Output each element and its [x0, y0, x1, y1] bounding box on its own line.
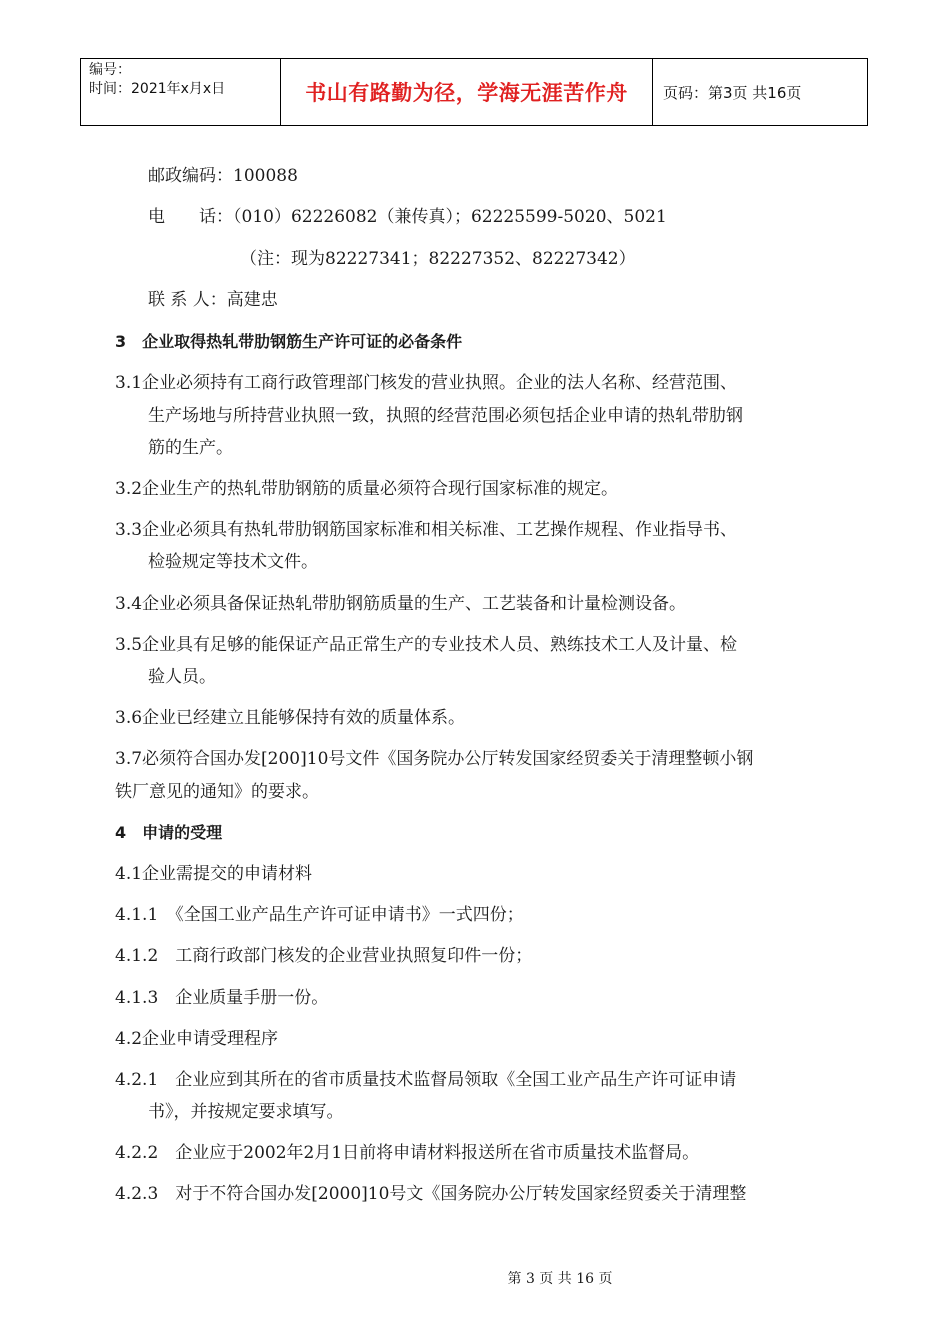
clause-4-1: 4.1企业需提交的申请材料 [115, 864, 313, 884]
document-number-label: 编号： [89, 62, 131, 78]
page-footer: 第 3 页 共 16 页 [507, 1271, 613, 1287]
contact-person: 联 系 人：高建忠 [148, 290, 278, 310]
clause-4-1-3: 4.1.3 企业质量手册一份。 [115, 988, 329, 1008]
header-page-info: 页码：第3页 共16页 [663, 83, 802, 102]
clause-3-5: 3.5企业具有足够的能保证产品正常生产的专业技术人员、熟练技术工人及计量、检 [115, 635, 738, 655]
section-4-heading: 4 申请的受理 [115, 823, 223, 842]
postal-code: 邮政编码：100088 [148, 166, 298, 186]
clause-3-7-cont: 铁厂意见的通知》的要求。 [115, 782, 319, 802]
clause-4-2: 4.2企业申请受理程序 [115, 1029, 279, 1049]
clause-3-2: 3.2企业生产的热轧带肋钢筋的质量必须符合现行国家标准的规定。 [115, 479, 619, 499]
page-header [80, 58, 868, 126]
clause-4-1-2: 4.1.2 工商行政部门核发的企业营业执照复印件一份； [115, 946, 533, 966]
section-3-heading: 3 企业取得热轧带肋钢筋生产许可证的必备条件 [115, 332, 463, 351]
header-meta [81, 59, 281, 125]
clause-4-1-1: 4.1.1 《全国工业产品生产许可证申请书》一式四份； [115, 905, 524, 925]
clause-3-1-cont-2: 筋的生产。 [148, 438, 233, 458]
clause-3-6: 3.6企业已经建立且能够保持有效的质量体系。 [115, 708, 466, 728]
clause-3-1-cont-1: 生产场地与所持营业执照一致，执照的经营范围必须包括企业申请的热轧带肋钢 [148, 406, 743, 426]
clause-4-2-2: 4.2.2 企业应于2002年2月1日前将申请材料报送所在省市质量技术监督局。 [115, 1143, 700, 1163]
phone-numbers: 电 话：（010）62226082（兼传真）；62225599-5020、5021 [148, 207, 667, 227]
clause-3-1: 3.1企业必须持有工商行政管理部门核发的营业执照。企业的法人名称、经营范围、 [115, 373, 738, 393]
clause-4-2-1-cont: 书》，并按规定要求填写。 [148, 1102, 344, 1122]
clause-3-3-cont: 检验规定等技术文件。 [148, 552, 318, 572]
clause-3-5-cont: 验人员。 [148, 667, 216, 687]
clause-3-4: 3.4企业必须具备保证热轧带肋钢筋质量的生产、工艺装备和计量检测设备。 [115, 594, 687, 614]
phone-note: （注：现为82227341；82227352、82227342） [240, 249, 636, 269]
document-date: 时间：2021年x月x日 [89, 81, 226, 97]
header-motto: 书山有路勤为径，学海无涯苦作舟 [281, 59, 653, 125]
clause-3-3: 3.3企业必须具有热轧带肋钢筋国家标准和相关标准、工艺操作规程、作业指导书、 [115, 520, 738, 540]
clause-4-2-3: 4.2.3 对于不符合国办发[2000]10号文《国务院办公厅转发国家经贸委关于清理整 [115, 1184, 747, 1204]
clause-4-2-1: 4.2.1 企业应到其所在的省市质量技术监督局领取《全国工业产品生产许可证申请 [115, 1070, 737, 1090]
clause-3-7: 3.7必须符合国办发[200]10号文件《国务院办公厅转发国家经贸委关于清理整顿小钢 [115, 749, 754, 769]
